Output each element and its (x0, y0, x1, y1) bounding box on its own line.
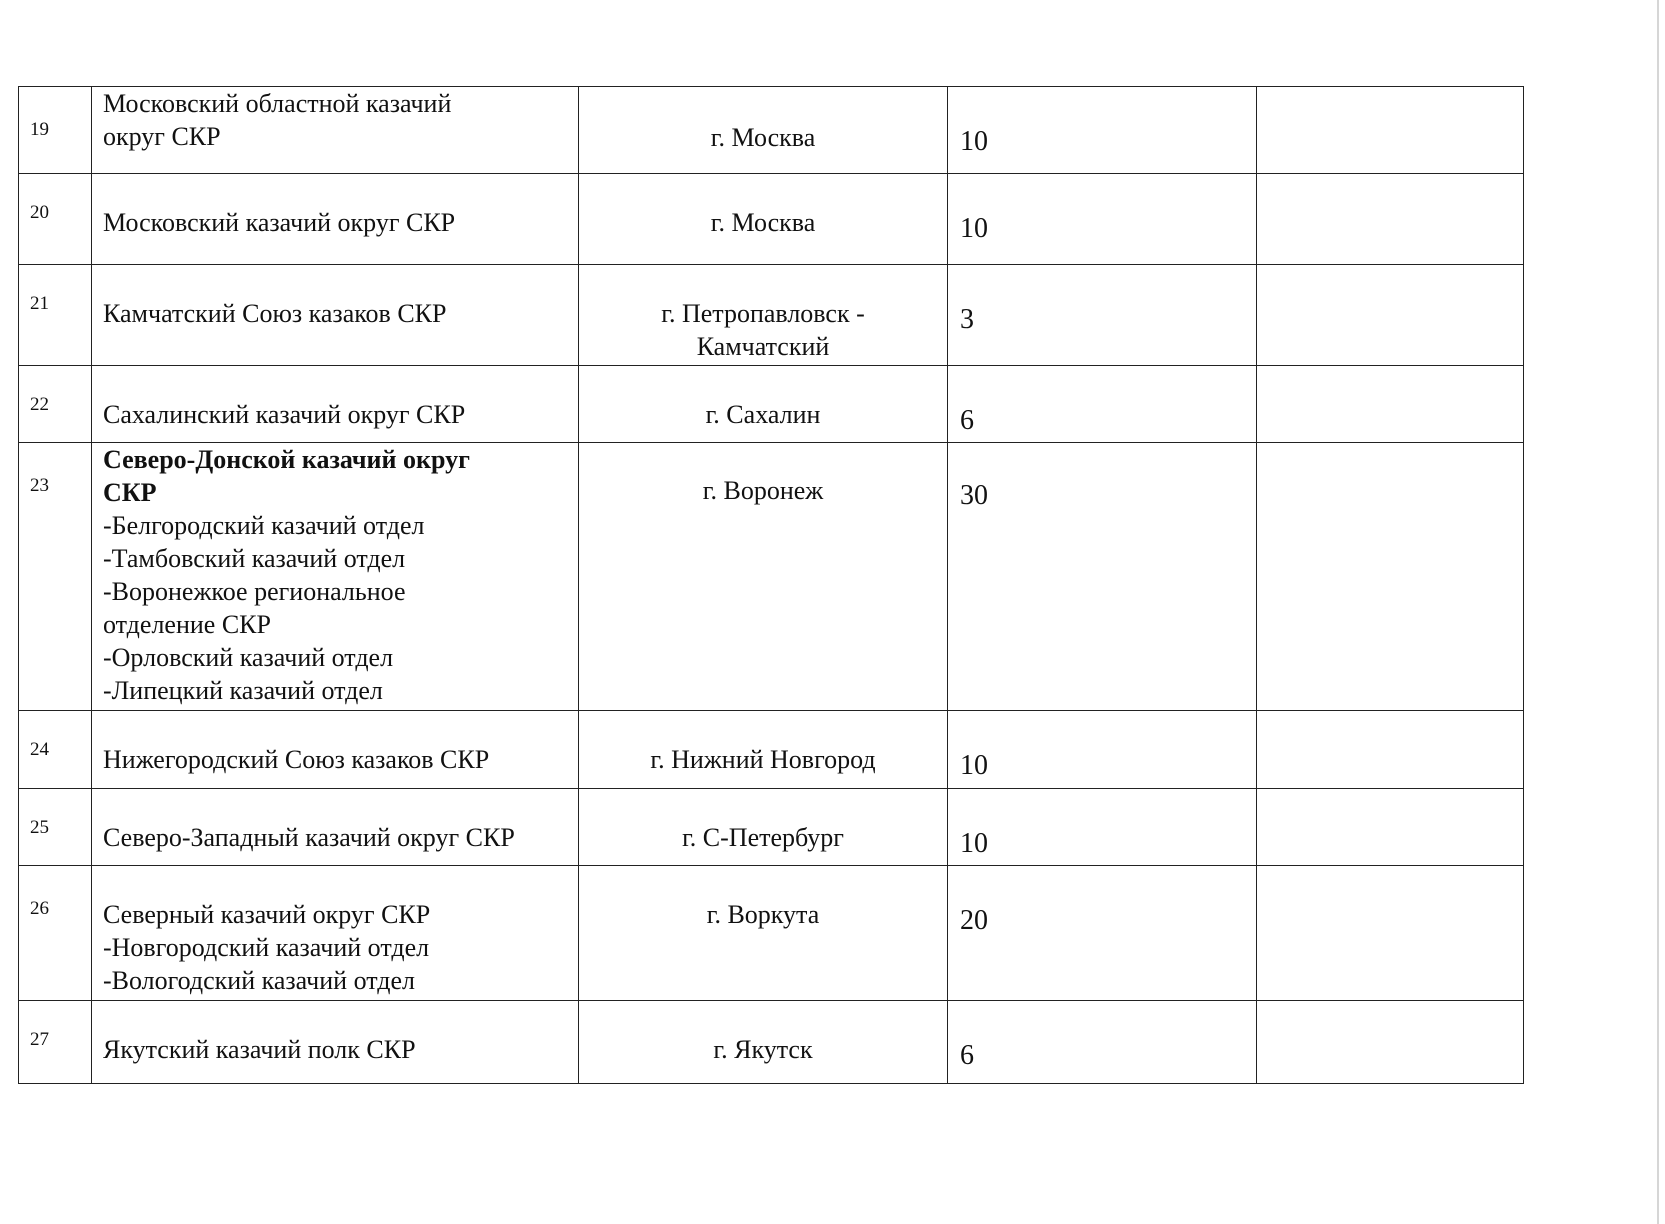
organization-line: -Белгородский казачий отдел (103, 511, 425, 540)
organization-cell (92, 366, 579, 443)
organization-line: Сахалинский казачий округ СКР (103, 400, 466, 429)
table-row (19, 174, 1524, 265)
organization-line: Московский областной казачий (103, 89, 452, 118)
row-number: 21 (19, 265, 92, 366)
empty-cell (1257, 866, 1524, 1001)
empty-cell (1257, 789, 1524, 866)
organization-line: -Орловский казачий отдел (103, 643, 394, 672)
city-cell (579, 1001, 948, 1084)
quantity-cell: 10 (948, 789, 1257, 866)
table-row (19, 866, 1524, 1001)
table-row (19, 265, 1524, 366)
city-line: г. Нижний Новгород (650, 745, 876, 774)
organization-line: Северо-Западный казачий округ СКР (103, 823, 515, 852)
city-cell (579, 265, 948, 366)
quantity-cell: 30 (948, 443, 1257, 711)
table-row (19, 789, 1524, 866)
quantity-cell: 3 (948, 265, 1257, 366)
table-row (19, 1001, 1524, 1084)
organization-line: округ СКР (103, 122, 221, 151)
organization-line: -Воронежкое региональное (103, 577, 406, 606)
quantity-cell: 10 (948, 711, 1257, 789)
organization-cell (92, 711, 579, 789)
organization-cell (92, 443, 579, 711)
city-cell (579, 711, 948, 789)
city-line: г. С-Петербург (682, 823, 844, 852)
quantity-cell: 10 (948, 87, 1257, 174)
city-cell (579, 866, 948, 1001)
organization-cell (92, 87, 579, 174)
empty-cell (1257, 1001, 1524, 1084)
row-number: 26 (19, 866, 92, 1001)
quantity-cell: 20 (948, 866, 1257, 1001)
row-number: 27 (19, 1001, 92, 1084)
organization-cell (92, 789, 579, 866)
organization-heading: Северо-Донской казачий округ (103, 445, 470, 474)
row-number: 23 (19, 443, 92, 711)
empty-cell (1257, 87, 1524, 174)
organization-cell (92, 174, 579, 265)
city-cell (579, 174, 948, 265)
city-cell (579, 366, 948, 443)
organization-line: -Вологодский казачий отдел (103, 966, 415, 995)
organization-line: -Тамбовский казачий отдел (103, 544, 406, 573)
organization-line: Камчатский Союз казаков СКР (103, 299, 447, 328)
row-number: 19 (19, 87, 92, 174)
quantity-cell: 6 (948, 1001, 1257, 1084)
city-line: г. Петропавловск - (661, 299, 865, 328)
city-cell (579, 87, 948, 174)
quantity-cell: 10 (948, 174, 1257, 265)
organization-cell (92, 265, 579, 366)
table-row (19, 711, 1524, 789)
city-cell (579, 789, 948, 866)
row-number: 25 (19, 789, 92, 866)
row-number: 22 (19, 366, 92, 443)
organization-cell (92, 1001, 579, 1084)
city-line: г. Якутск (713, 1035, 813, 1064)
empty-cell (1257, 443, 1524, 711)
city-line: Камчатский (696, 332, 830, 361)
table-row (19, 366, 1524, 443)
organization-line: Нижегородский Союз казаков СКР (103, 745, 490, 774)
quantity-cell: 6 (948, 366, 1257, 443)
city-line: г. Сахалин (705, 400, 821, 429)
row-number: 24 (19, 711, 92, 789)
empty-cell (1257, 366, 1524, 443)
table-row (19, 87, 1524, 174)
organization-line: Северный казачий округ СКР (103, 900, 431, 929)
city-cell (579, 443, 948, 711)
empty-cell (1257, 174, 1524, 265)
empty-cell (1257, 265, 1524, 366)
table-row (19, 443, 1524, 711)
city-line: г. Москва (710, 123, 816, 152)
organization-line: отделение СКР (103, 610, 271, 639)
organization-line: Якутский казачий полк СКР (103, 1035, 416, 1064)
organization-line: -Новгородский казачий отдел (103, 933, 430, 962)
roster-table (18, 86, 1524, 1084)
scan-page-edge (1657, 0, 1659, 1224)
organization-line: Московский казачий округ СКР (103, 208, 456, 237)
city-line: г. Воркута (706, 900, 820, 929)
organization-line: -Липецкий казачий отдел (103, 676, 383, 705)
organization-heading: СКР (103, 478, 157, 507)
empty-cell (1257, 711, 1524, 789)
city-line: г. Москва (710, 208, 816, 237)
city-line: г. Воронеж (702, 476, 824, 505)
row-number: 20 (19, 174, 92, 265)
organization-cell (92, 866, 579, 1001)
